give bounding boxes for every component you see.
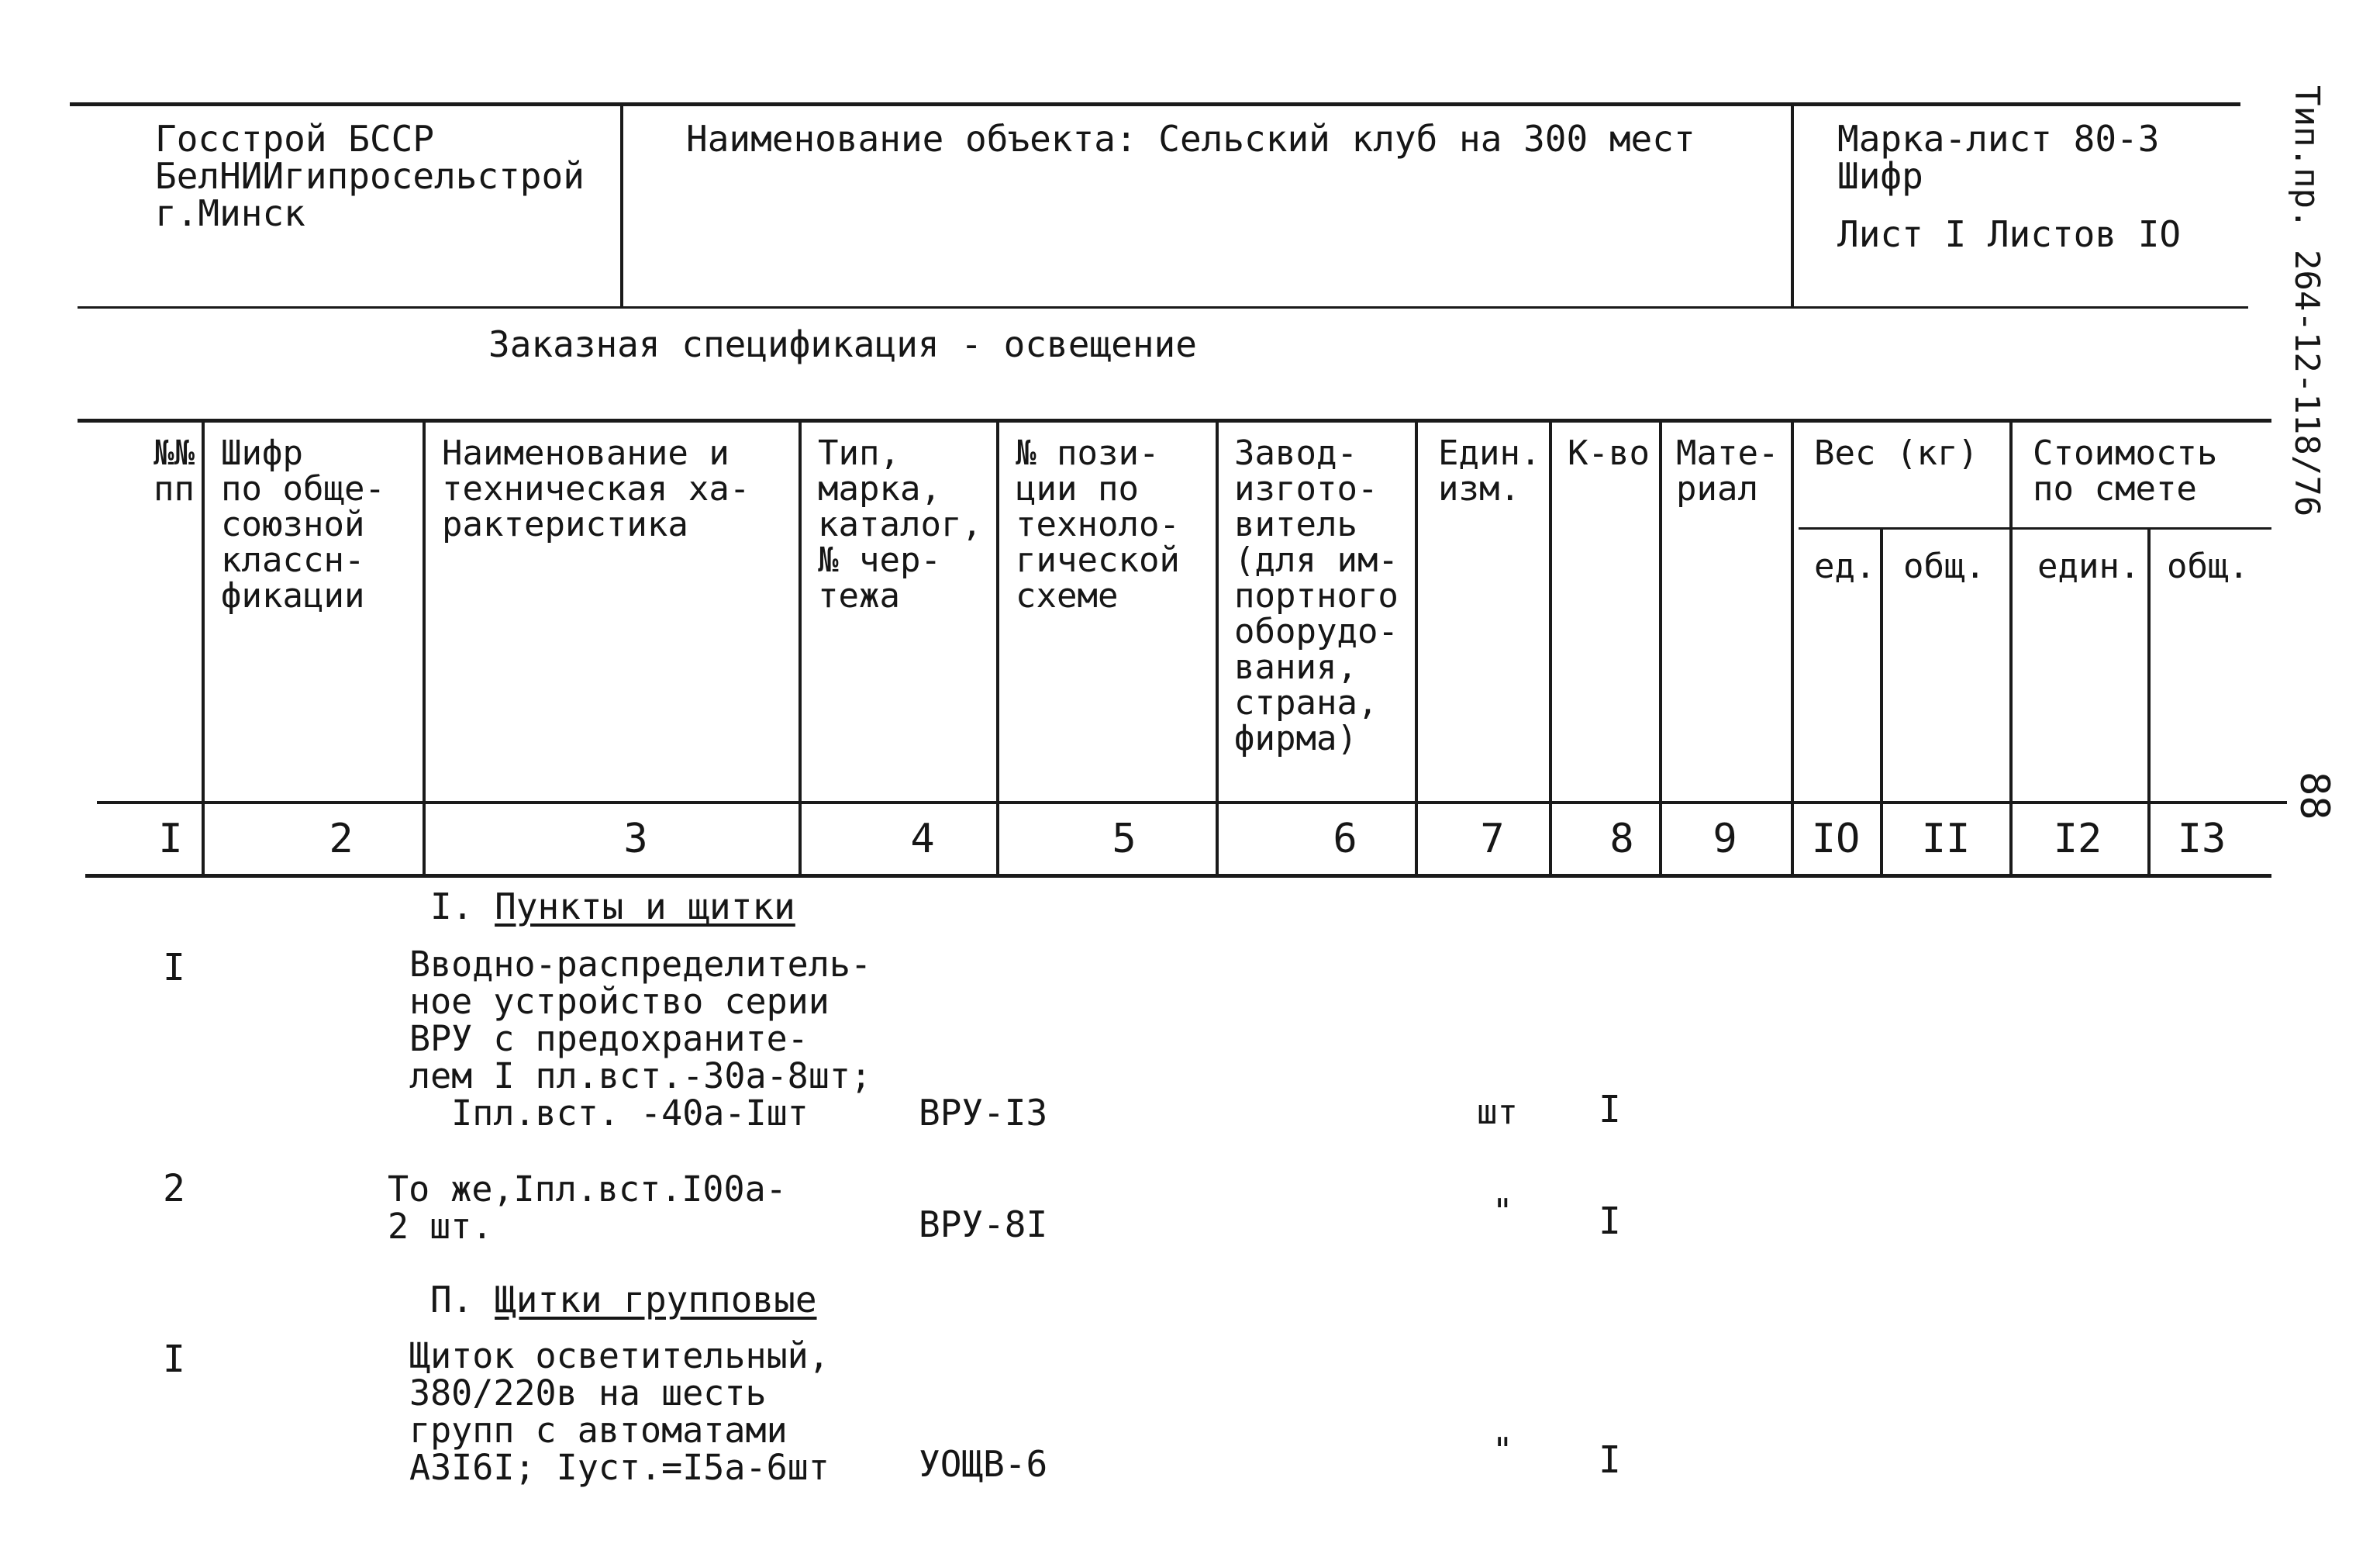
row-number: I — [163, 1338, 185, 1381]
header-col-12: един. — [2037, 547, 2140, 586]
header-col-10: ед. — [1814, 547, 1876, 586]
section-roman: П. — [430, 1279, 474, 1321]
col-number-10: IO — [1811, 816, 1861, 862]
col-number-11: II — [1921, 816, 1971, 862]
header-col-6: Завод- изгото- витель (для им- портного оборудо- вания, страна, фирма) — [1234, 433, 1399, 758]
header-col-11: общ. — [1903, 547, 1985, 586]
header-col-5: № пози- ции по техноло- гической схеме — [1016, 433, 1180, 616]
header-col-4: Тип, марка, каталог, № чер- тежа — [818, 433, 982, 616]
col-sep-1 — [202, 420, 205, 876]
header-col-9: Мате- риал — [1676, 433, 1779, 509]
col-sep-8 — [1659, 420, 1662, 876]
section-roman: I. — [430, 886, 474, 927]
row-unit: " — [1492, 1192, 1513, 1231]
row-name: То же,Iпл.вст.I00а- 2 шт. — [388, 1169, 787, 1247]
table-top-rule — [78, 419, 2271, 423]
header-col-1: №№ пп — [153, 433, 195, 509]
col-sep-9 — [1791, 420, 1794, 876]
col-number-6: 6 — [1333, 816, 1357, 862]
col-sep-3 — [799, 420, 802, 876]
col-number-2: 2 — [329, 816, 354, 862]
org-line-2: БелНИИгипросельстрой — [155, 155, 585, 197]
col-sep-5 — [1216, 420, 1219, 876]
numbers-bottom-rule — [85, 874, 2271, 878]
cipher-label: Шифр — [1837, 155, 1923, 197]
header-col-8: К-во — [1568, 433, 1650, 473]
col-sep-4 — [996, 420, 999, 876]
col-sep-2 — [423, 420, 426, 876]
col-sep-12 — [2147, 529, 2151, 876]
title-divider-2 — [1791, 104, 1794, 307]
title-bottom-rule — [78, 306, 2248, 309]
col-sep-11 — [2009, 420, 2013, 876]
title-divider-1 — [620, 104, 623, 307]
header-cost-group: Стоимость по смете — [2033, 433, 2218, 509]
row-type: УОЩВ-6 — [919, 1443, 1048, 1485]
row-qty: I — [1599, 1200, 1621, 1243]
header-weight-group: Вес (кг) — [1814, 433, 1978, 473]
section-title: Щитки групповые — [495, 1279, 817, 1321]
weight-cost-subrule — [1799, 527, 2271, 530]
row-number: 2 — [163, 1167, 185, 1210]
col-number-7: 7 — [1480, 816, 1505, 862]
row-unit: шт — [1477, 1093, 1518, 1132]
header-col-7: Един. изм. — [1438, 433, 1541, 509]
row-qty: I — [1599, 1088, 1621, 1131]
page-number: 88 — [2291, 772, 2337, 820]
doc-title: Заказная спецификация - освещение — [488, 323, 1197, 365]
side-code: Тип.пр. 264-12-118/76 — [2287, 85, 2327, 517]
sheet-mark: Марка-лист 80-3 — [1837, 118, 2160, 160]
header-col-3: Наименование и техническая ха- рактеристика — [442, 433, 750, 544]
object-name: Наименование объекта: Сельский клуб на 300 мест — [686, 118, 1695, 160]
row-type: ВРУ-8I — [919, 1203, 1048, 1245]
section-heading — [430, 888, 795, 925]
row-number: I — [163, 946, 185, 989]
row-type: ВРУ-I3 — [919, 1092, 1048, 1134]
col-number-5: 5 — [1112, 816, 1137, 862]
header-col-13: общ. — [2167, 547, 2249, 586]
col-sep-6 — [1415, 420, 1418, 876]
col-number-1: I — [158, 816, 183, 862]
section-title: Пункты и щитки — [495, 886, 795, 927]
col-number-9: 9 — [1713, 816, 1737, 862]
col-sep-7 — [1549, 420, 1552, 876]
row-qty: I — [1599, 1438, 1621, 1482]
row-unit: " — [1492, 1431, 1513, 1470]
row-name: Щиток осветительный, 380/220в на шесть групп с автоматами А3I6I; Iуст.=I5а-6шт — [409, 1335, 830, 1488]
col-number-4: 4 — [910, 816, 935, 862]
col-number-8: 8 — [1609, 816, 1634, 862]
col-sep-10 — [1880, 529, 1883, 876]
col-number-12: I2 — [2053, 816, 2102, 862]
sheet-count: Лист I Листов IO — [1837, 213, 2182, 255]
col-number-13: I3 — [2177, 816, 2227, 862]
title-top-rule — [70, 102, 2240, 106]
section-heading — [430, 1279, 817, 1321]
org-line-1: Госстрой БССР — [155, 118, 435, 160]
org-line-3: г.Минск — [155, 192, 305, 234]
col-number-3: 3 — [623, 816, 648, 862]
row-name: Вводно-распределитель- ное устройство серии ВРУ с предохраните- лем I пл.вст.-30а-8шт; Iпл.вст. -40а-Iшт — [409, 944, 872, 1134]
header-col-2: Шифр по обще- союзной классн- фикации — [221, 433, 385, 616]
